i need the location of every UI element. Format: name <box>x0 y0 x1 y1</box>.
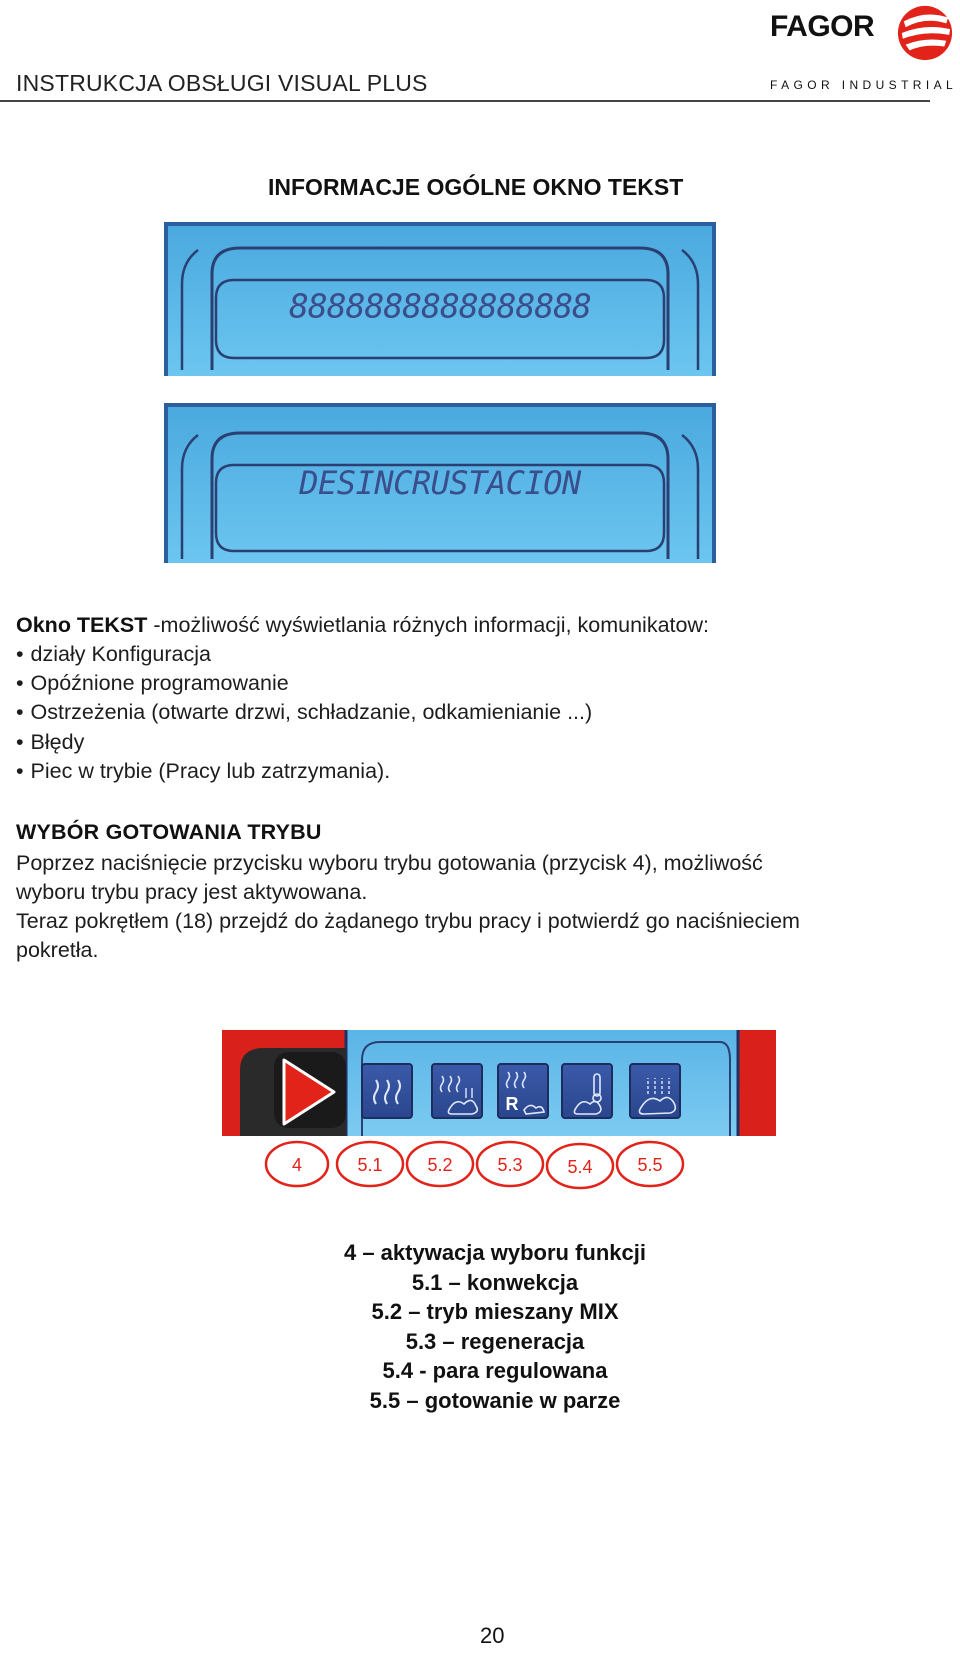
regeneration-icon[interactable] <box>498 1064 548 1118</box>
paragraph-line: wyboru trybu pracy jest aktywowana. <box>16 880 368 904</box>
callout-label: 5.1 <box>357 1155 383 1175</box>
legend-item: 5.4 - para regulowana <box>382 1358 608 1383</box>
fagor-logo <box>770 4 958 96</box>
svg-text:R: R <box>505 1094 519 1114</box>
list-item: • Opóźnione programowanie <box>16 669 592 698</box>
callout-5-4 <box>547 1144 613 1188</box>
lcd-display-test <box>164 222 716 376</box>
page-header-title: INSTRUKCJA OBSŁUGI VISUAL PLUS <box>16 70 428 96</box>
paragraph-line: Poprzez naciśnięcie przycisku wyboru trybu gotowania (przycisk 4), możliwość <box>16 851 763 875</box>
callout-label: 5.2 <box>427 1155 453 1175</box>
callout-5-3 <box>477 1142 543 1186</box>
legend-item: 5.1 – konwekcja <box>411 1269 579 1295</box>
callout-4 <box>266 1142 328 1186</box>
legend-item: 4 – aktywacja wyboru funkcji <box>343 1240 646 1265</box>
list-item: • Piec w trybie (Pracy lub zatrzymania). <box>16 757 592 786</box>
steam-cooking-icon[interactable] <box>630 1064 680 1118</box>
text-window-description: -możliwość wyświetlania różnych informacji, komunikatow: <box>147 613 709 637</box>
convection-icon[interactable] <box>362 1064 412 1118</box>
callout-label: 5.5 <box>637 1155 663 1175</box>
mode-button-panel <box>222 1030 776 1195</box>
lcd-text: 8888888888888888 <box>289 286 591 326</box>
text-window-bullets <box>16 640 592 786</box>
callout-label: 5.4 <box>567 1157 593 1177</box>
mode-selection-body <box>16 849 946 965</box>
logo-text: FAGOR <box>770 10 875 43</box>
regulated-steam-icon[interactable] <box>562 1064 612 1118</box>
section-title: INFORMACJE OGÓLNE OKNO TEKST <box>268 174 684 200</box>
callout-label: 5.3 <box>497 1155 523 1175</box>
list-item: • Błędy <box>16 728 592 757</box>
list-item: • Ostrzeżenia (otwarte drzwi, schładzanie, odkamienianie ...) <box>16 698 592 727</box>
mode-legend <box>0 1238 960 1415</box>
list-item: • działy Konfiguracja <box>16 640 592 669</box>
logo-subtitle: FAGOR INDUSTRIAL <box>770 78 958 92</box>
legend-item: 5.3 – regeneracja <box>405 1328 585 1354</box>
legend-item: 5.2 – tryb mieszany MIX <box>371 1299 619 1324</box>
lcd-text: DESINCRUSTACION <box>299 464 581 502</box>
paragraph-line: pokretła. <box>16 938 99 962</box>
callout-5-2 <box>407 1142 473 1186</box>
logo-disc-icon <box>896 4 954 62</box>
callout-label: 4 <box>291 1155 303 1175</box>
lcd-display-descaling <box>164 403 716 563</box>
paragraph-line: Teraz pokrętłem (18) przejdź do żądanego trybu pracy i potwierdź go naciśnieciem <box>16 909 800 933</box>
page-number: 20 <box>480 1623 505 1648</box>
header-rule <box>0 100 930 102</box>
callout-5-1 <box>337 1142 403 1186</box>
callout-5-5 <box>617 1142 683 1186</box>
legend-item: 5.5 – gotowanie w parze <box>369 1387 621 1413</box>
play-icon[interactable] <box>274 1052 346 1128</box>
mixed-mode-icon[interactable] <box>432 1064 482 1118</box>
text-window-title: Okno TEKST <box>16 613 148 637</box>
mode-selection-heading: WYBÓR GOTOWANIA TRYBU <box>16 820 322 844</box>
text-window-intro <box>16 611 709 640</box>
